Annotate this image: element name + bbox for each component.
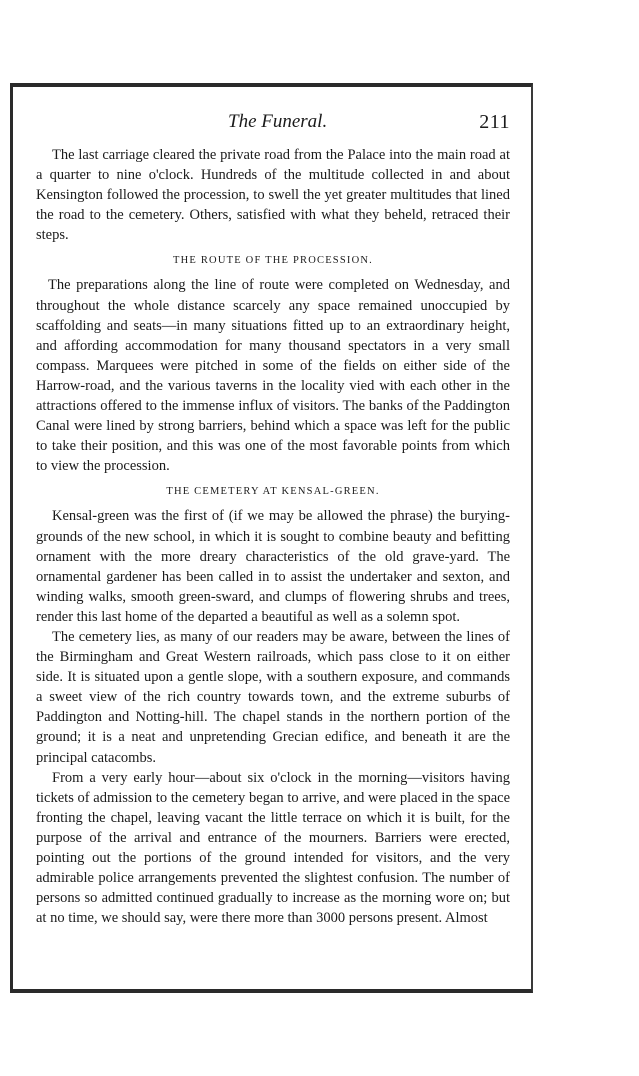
paragraph-cemetery-2: The cemetery lies, as many of our readers may be aware, between the lines of the Birmingham and Great Western railroads, which pass close to it on either side. It is situated upon a gentle slope, with a southern exposure, and commands a sweet view of the rich country towards town, and the extreme suburbs of Paddington and Notting-hill. The chapel stands in the northern portion of the ground; it is a neat and unpretending Grecian edifice, and beneath it are the principal catacombs.	[36, 628, 510, 766]
section-heading-cemetery: THE CEMETERY AT KENSAL-GREEN.	[166, 486, 380, 498]
running-header	[36, 111, 510, 137]
paragraph-route: The preparations along the line of route were completed on Wednesday, and throughout the whole distance scarcely any space remained unoccupied by scaffolding and seats—in many situations fitted up to an extraordinary height, and affording accommodation for many thousand spectators in a very small compass. Marquees were pitched in some of the fields on either side of the Harrow-road, and the various taverns in the locality vied with each other in the attractions offered to the immense influx of visitors. The banks of the Paddington Canal were lined by strong barriers, behind which a space was left for the public to take their position, and this was one of the most favorable points from which to view the procession.	[36, 277, 510, 475]
paragraph-cemetery-1: Kensal-green was the first of (if we may be allowed the phrase) the burying-grounds of the new school, in which it is sought to combine beauty and befitting ornament with the more dreary characteristics of the old grave-yard. The ornamental gardener has been called in to assist the undertaker and sexton, and winding walks, smooth green-sward, and clumps of flowering shrubs and trees, render this last home of the departed a beautiful as well as a solemn spot.	[36, 508, 510, 625]
page-number: 211	[479, 111, 510, 133]
section-heading-route: THE ROUTE OF THE PROCESSION.	[173, 255, 373, 267]
running-title: The Funeral.	[228, 111, 328, 132]
paragraph-intro: The last carriage cleared the private road from the Palace into the main road at a quarter to nine o'clock. Hundreds of the multitude collected in and about Kensington followed the procession, to swell the yet greater multitudes that lined the road to the cemetery. Others, satisfied with what they beheld, retraced their steps.	[36, 147, 510, 244]
page-content	[36, 111, 510, 928]
paragraph-cemetery-3: From a very early hour—about six o'clock in the morning—visitors having tickets of admission to the cemetery began to arrive, and were placed in the space fronting the chapel, leaving vacant the little terrace on which it is built, for the purpose of the arrival and entrance of the mourners. Barriers were erected, pointing out the portions of the ground intended for visitors, and the very admirable police arrangements prevented the slightest confusion. The number of persons so admitted continued gradually to increase as the morning wore on; but at no time, we should say, were there more than 3000 persons present. Almost	[36, 769, 510, 927]
